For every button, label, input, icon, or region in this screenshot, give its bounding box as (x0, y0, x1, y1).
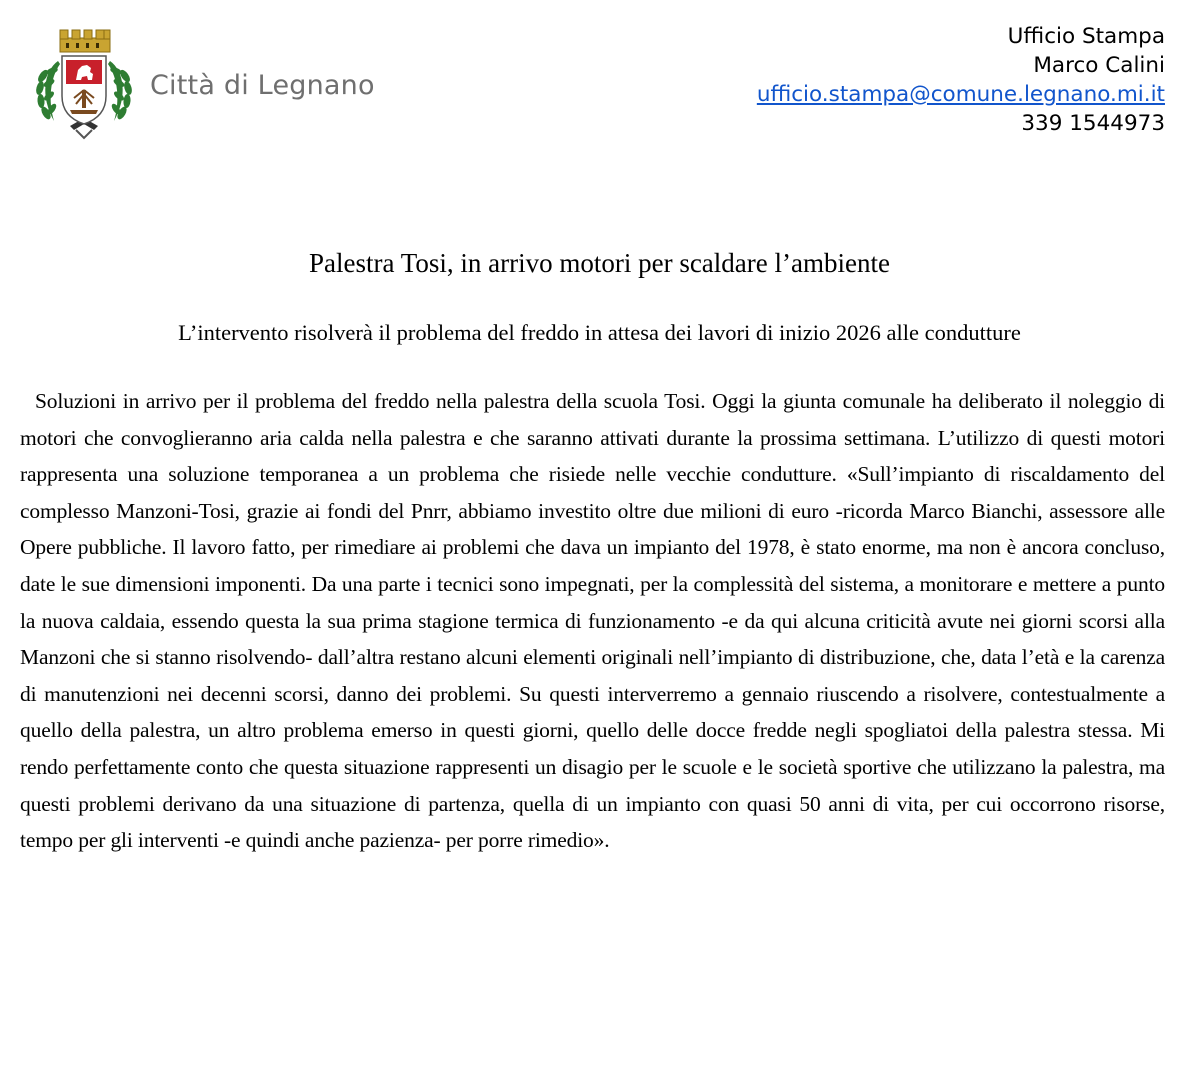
logo-text: Città di Legnano (150, 70, 375, 101)
page-header (0, 0, 1199, 180)
contact-name: Marco Calini (1033, 53, 1165, 78)
article-body: Soluzioni in arrivo per il problema del freddo nella palestra della scuola Tosi. Oggi la giunta comunale ha deliberato il noleggio di motori che convoglieranno aria calda nella palestra e che saranno attivati durante la prossima settimana. L’utilizzo di questi motori rappresenta una soluzione temporanea a un problema che risiede nelle vecchie condutture. «Sull’impianto di riscaldamento del complesso Manzoni-Tosi, grazie ai fondi del Pnrr, abbiamo investito oltre due milioni di euro -ricorda Marco Bianchi, assessore alle Opere pubbliche. Il lavoro fatto, per rimediare ai problemi che dava un impianto del 1978, è stato enorme, ma non è ancora concluso, date le sue dimensioni imponenti. Da una parte i tecnici sono impegnati, per la complessità del sistema, a monitorare e mettere a punto la nuova caldaia, essendo questa la sua prima stagione termica di funzionamento -e da qui alcuna criticità avute nei giorni scorsi alla Manzoni che si stanno risolvendo- dall’altra restano alcuni elementi originali nell’impianto di distribuzione, che, data l’età e la carenza di manutenzioni nei decenni scorsi, danno dei problemi. Su questi interverremo a gennaio riuscendo a risolvere, contestualmente a quello della palestra, un altro problema emerso in questi giorni, quello delle docce fredde negli spogliatoi della palestra stessa. Mi rendo perfettamente conto che questa situazione rappresenti un disagio per le scuole e le società sportive che utilizzano la palestra, ma questi problemi derivano da una situazione di partenza, quella di un impianto con quasi 50 anni di vita, per cui occorrono risorse, tempo per gli interventi -e quindi anche pazienza- per porre rimedio». (20, 389, 1165, 853)
press-office-contact (757, 22, 1165, 138)
city-logo[interactable] (30, 26, 375, 141)
email-link[interactable]: ufficio.stampa@comune.legnano.mi.it (756, 82, 1165, 107)
article-title: Palestra Tosi, in arrivo motori per scaldare l’ambiente (309, 248, 890, 278)
phone-number: 339 1544973 (1021, 111, 1165, 136)
coat-of-arms-icon (30, 26, 138, 141)
office-name: Ufficio Stampa (1007, 24, 1165, 49)
article-subtitle: L’intervento risolverà il problema del freddo in attesa dei lavori di inizio 2026 alle condutture (178, 320, 1021, 345)
